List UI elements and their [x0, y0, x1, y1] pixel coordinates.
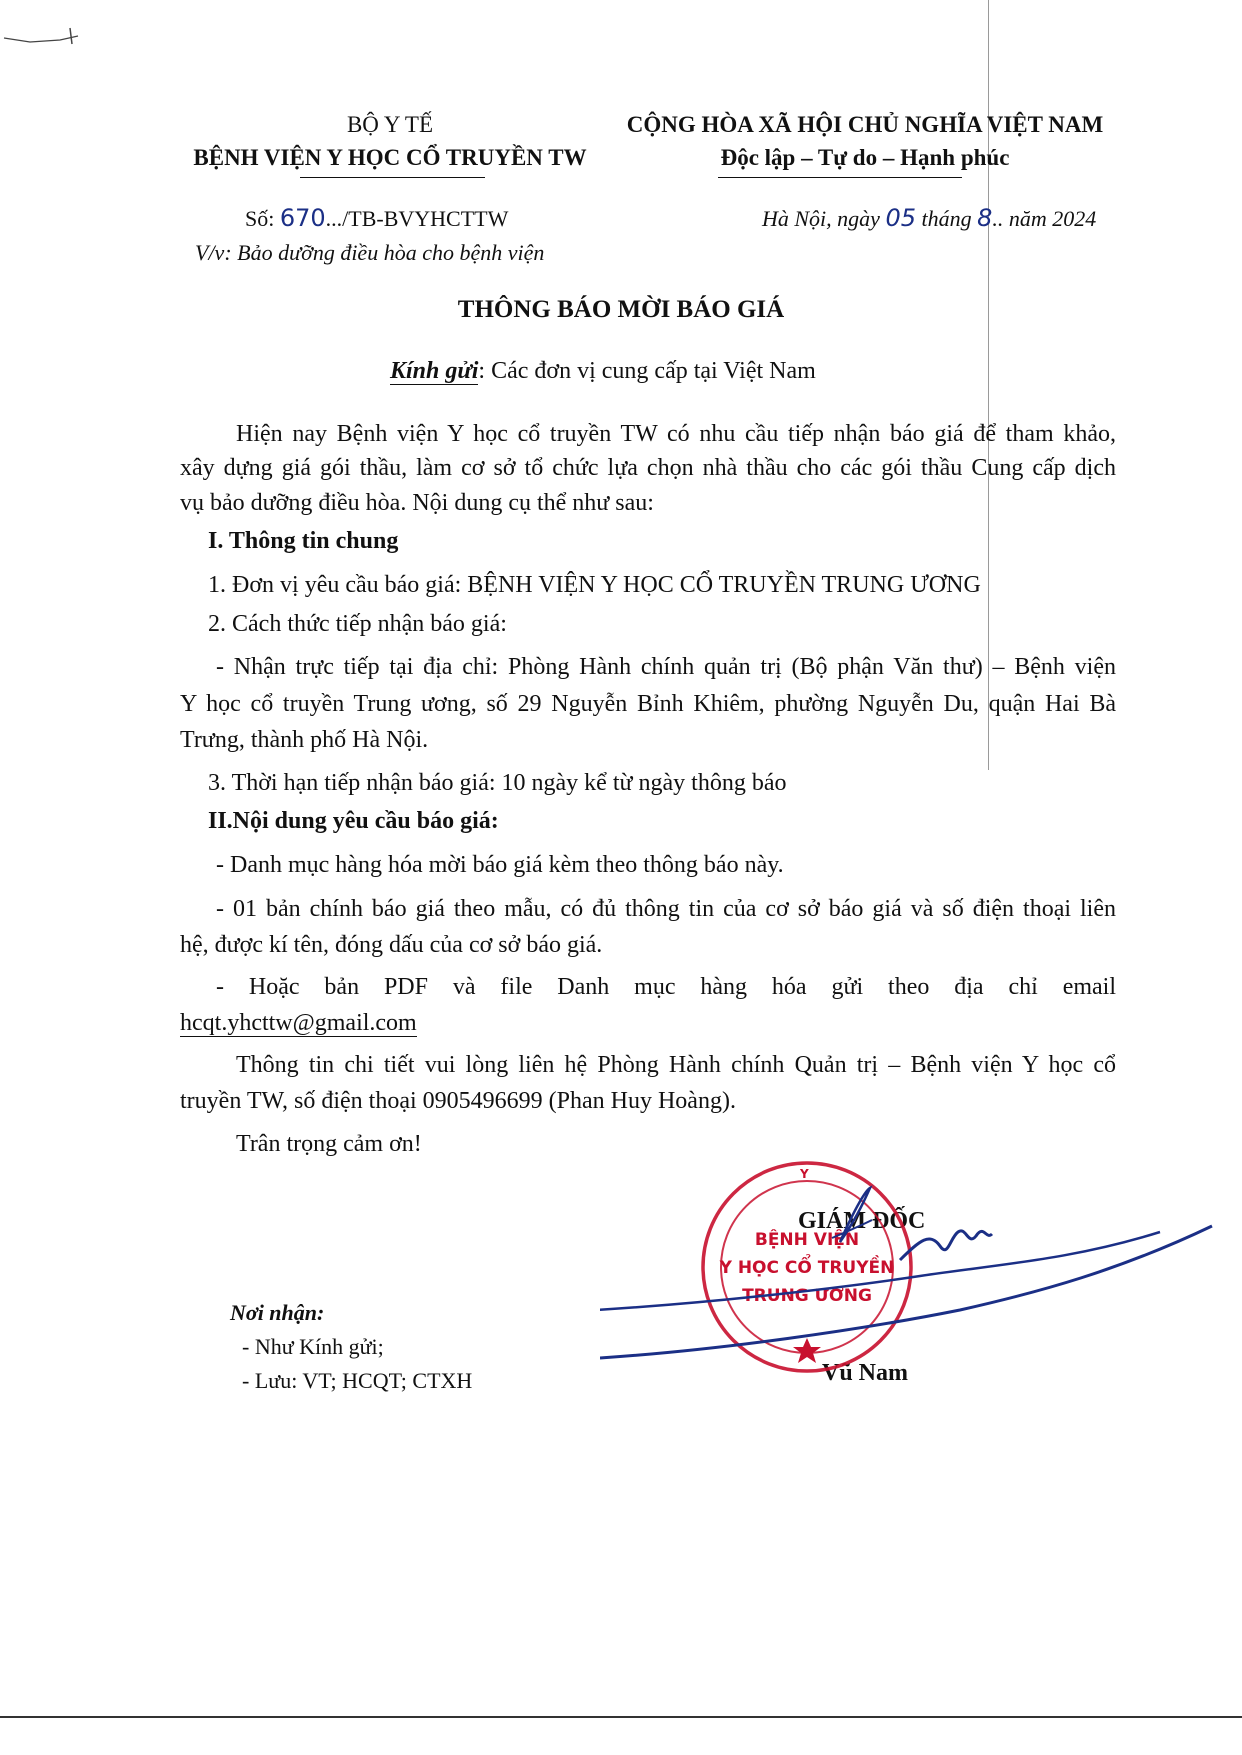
section-2-bullet-2-line-1: - 01 bản chính báo giá theo mẫu, có đủ thông tin của cơ sở báo giá và số điện thoại liên: [216, 896, 1116, 922]
handwritten-signature: [600, 1180, 1220, 1380]
intro-line-1: Hiện nay Bệnh viện Y học cổ truyền TW có nhu cầu tiếp nhận báo giá để tham khảo,: [236, 421, 1116, 447]
date-day: 05: [885, 204, 916, 232]
addressee-label: Kính gửi: [390, 358, 479, 384]
document-date: Hà Nội, ngày 05 tháng 8.. năm 2024: [762, 204, 1097, 232]
signatory-name: Vũ Nam: [822, 1360, 909, 1386]
seal-line-3: TRUNG ƯƠNG: [742, 1286, 872, 1306]
section-1-item-2-line-2: Y học cổ truyền Trung ương, số 29 Nguyễn Bỉnh Khiêm, phường Nguyễn Du, quận Hai Bà: [180, 691, 1116, 717]
document-number: [245, 204, 508, 232]
email-address[interactable]: [180, 1005, 417, 1042]
contact-line-2: truyền TW, số điện thoại 0905496699 (Phan Huy Hoàng).: [180, 1088, 736, 1114]
scan-bottom-line: [0, 1716, 1242, 1718]
number-suffix: /TB-BVYHCTTW: [342, 206, 509, 231]
date-year: năm 2024: [1008, 206, 1097, 231]
section-2-bullet-1: - Danh mục hàng hóa mời báo giá kèm theo thông báo này.: [216, 852, 784, 878]
section-2-heading: II.Nội dung yêu cầu báo giá:: [208, 808, 499, 834]
date-month-label: tháng: [921, 206, 972, 231]
email-text[interactable]: hcqt.yhcttw@gmail.com: [180, 1010, 417, 1036]
ministry-name: BỘ Y TẾ: [346, 112, 434, 137]
intro-line-3: vụ bảo dưỡng điều hòa. Nội dung cụ thể như sau:: [180, 490, 654, 516]
subject-line: V/v: Bảo dưỡng điều hòa cho bệnh viện: [195, 240, 545, 265]
scan-corner-mark: [0, 20, 90, 50]
date-place: Hà Nội, ngày: [762, 206, 880, 231]
section-1-heading: I. Thông tin chung: [208, 528, 399, 554]
number-dots: ...: [325, 206, 343, 231]
motto-underline: [718, 177, 962, 178]
recipient-item-2: - Lưu: VT; HCQT; CTXH: [242, 1368, 473, 1393]
country-name: CỘNG HÒA XÃ HỘI CHỦ NGHĨA VIỆT NAM: [626, 112, 1104, 137]
national-motto: Độc lập – Tự do – Hạnh phúc: [720, 145, 1010, 170]
hospital-underline: [300, 177, 485, 178]
recipient-item-1: - Như Kính gửi;: [242, 1334, 384, 1359]
section-1-item-2: 2. Cách thức tiếp nhận báo giá:: [208, 611, 507, 637]
signature-position: GIÁM ĐỐC: [798, 1208, 926, 1234]
addressee-text: : Các đơn vị cung cấp tại Việt Nam: [478, 358, 816, 384]
number-prefix: Số:: [245, 206, 275, 231]
recipients-label: Nơi nhận:: [230, 1300, 325, 1325]
seal-line-1: BỆNH VIỆN: [754, 1230, 860, 1250]
seal-ring-letter: Y: [800, 1167, 809, 1181]
section-2-bullet-3-line-1: - Hoặc bản PDF và file Danh mục hàng hóa gửi theo địa chỉ email: [216, 974, 1116, 1000]
addressee: [390, 358, 816, 385]
date-month: 8: [977, 204, 993, 232]
section-2-bullet-2-line-2: hệ, được kí tên, đóng dấu của cơ sở báo giá.: [180, 932, 603, 958]
intro-line-2: xây dựng giá gói thầu, làm cơ sở tổ chức lựa chọn nhà thầu cho các gói thầu Cung cấp dịch: [180, 455, 1116, 481]
section-1-item-2-line-1: - Nhận trực tiếp tại địa chỉ: Phòng Hành chính quản trị (Bộ phận Văn thư) – Bệnh viện: [216, 654, 1116, 680]
section-1-item-2-line-3: Trưng, thành phố Hà Nội.: [180, 727, 429, 753]
section-1-item-3: 3. Thời hạn tiếp nhận báo giá: 10 ngày kể từ ngày thông báo: [208, 770, 787, 796]
document-title: THÔNG BÁO MỜI BÁO GIÁ: [457, 296, 785, 323]
section-1-item-1: 1. Đơn vị yêu cầu báo giá: BỆNH VIỆN Y HỌC CỔ TRUYỀN TRUNG ƯƠNG: [208, 572, 981, 598]
seal-line-2: Y HỌC CỔ TRUYỀN: [719, 1258, 895, 1278]
closing-text: Trân trọng cảm ơn!: [236, 1131, 422, 1157]
contact-line-1: Thông tin chi tiết vui lòng liên hệ Phòng Hành chính Quản trị – Bệnh viện Y học cổ: [236, 1052, 1116, 1078]
hospital-name: BỆNH VIỆN Y HỌC CỔ TRUYỀN TW: [193, 145, 587, 170]
number-handwritten: 670: [279, 204, 326, 232]
